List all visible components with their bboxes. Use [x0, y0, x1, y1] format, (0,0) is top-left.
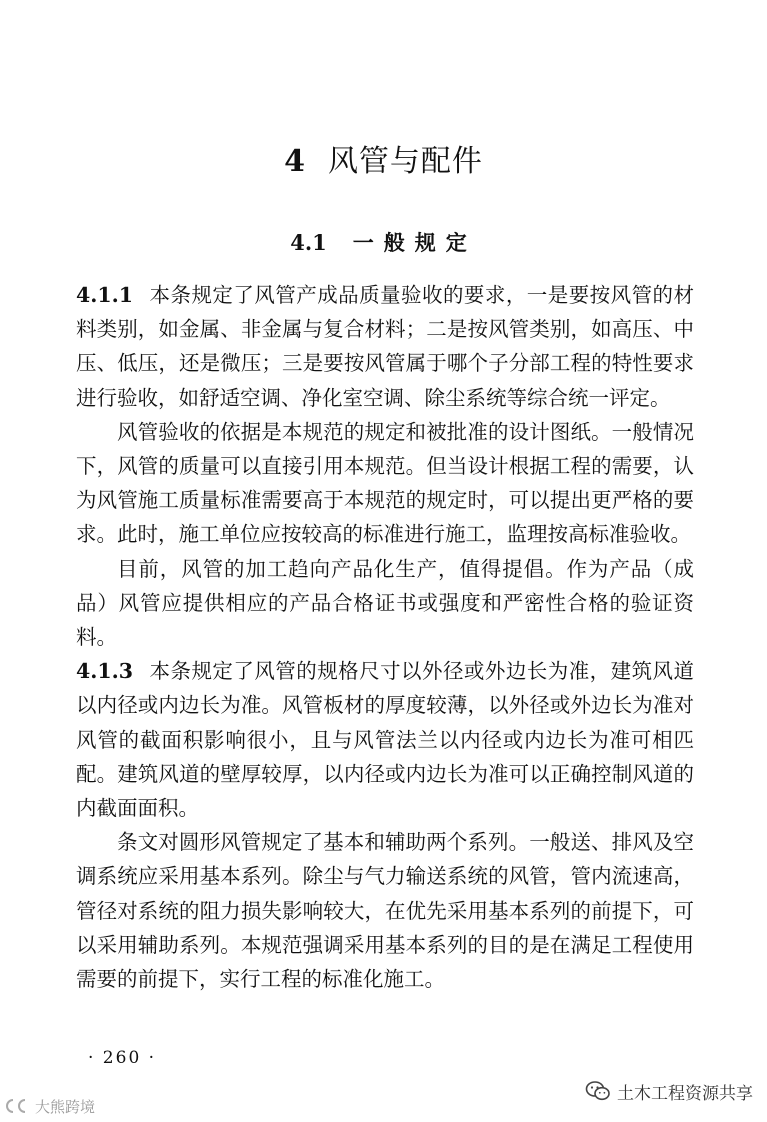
paragraph-text: 风管验收的依据是本规范的规定和被批准的设计图纸。一般情况下，风管的质量可以直接引用本规范。但当设计根据工程的需要，认为风管施工质量标准需要高于本规范的规定时，可以提出更严格的要求。此时，施工单位应按较高的标准进行施工，监理按高标准验收。	[76, 419, 694, 547]
corner-watermark-text: 大熊跨境	[35, 1097, 96, 1116]
wechat-watermark	[585, 1076, 753, 1106]
section-title-text: 一般规定	[352, 231, 477, 255]
paragraph-clause-4-1-3	[76, 654, 694, 825]
section-number: 4.1	[290, 230, 327, 255]
wechat-watermark-text: 土木工程资源共享	[617, 1083, 753, 1104]
paragraph-basis	[76, 415, 694, 552]
paragraph-text: 本条规定了风管的规格尺寸以外径或外边长为准，建筑风道以内径或内边长为准。风管板材的厚度较薄，以外径或外边长为准对风管的截面积影响很小，且与风管法兰以内径或内边长为准可相匹配。建筑风道的壁厚较厚，以内径或内边长为准可以正确控制风道的内截面面积。	[76, 659, 694, 821]
section-title	[0, 228, 767, 258]
paragraph-text: 条文对圆形风管规定了基本和辅助两个系列。一般送、排风及空调系统应采用基本系列。除尘与气力输送系统的风管，管内流速高，管径对系统的阻力损失影响较大，在优先采用基本系列的前提下，可以采用辅助系列。本规范强调采用基本系列的目的是在满足工程使用需要的前提下，实行工程的标准化施工。	[76, 830, 694, 992]
paragraph-round-duct-series	[76, 825, 694, 996]
chapter-number: 4	[284, 144, 306, 179]
clause-number: 4.1.3	[76, 659, 134, 684]
chapter-title-text: 风管与配件	[327, 144, 483, 179]
paragraph-clause-4-1-1	[76, 278, 694, 415]
clause-number: 4.1.1	[76, 283, 134, 307]
wechat-icon	[585, 1080, 611, 1102]
chapter-title	[0, 140, 767, 184]
page-number: · 260 ·	[88, 1048, 157, 1068]
body-text	[76, 278, 694, 996]
paragraph-text: 目前，风管的加工趋向产品化生产，值得提倡。作为产品（成品）风管应提供相应的产品合格证书或强度和严密性合格的验证资料。	[76, 556, 694, 650]
paragraph-productization	[76, 552, 694, 655]
watermark-logo-icon	[4, 1097, 32, 1115]
corner-watermark	[4, 1094, 95, 1118]
paragraph-text: 本条规定了风管产成品质量验收的要求，一是要按风管的材料类别，如金属、非金属与复合材料；二是按风管类别，如高压、中压、低压，还是微压；三是要按风管属于哪个子分部工程的特性要求进行验收，如舒适空调、净化室空调、除尘系统等综合统一评定。	[76, 283, 694, 410]
